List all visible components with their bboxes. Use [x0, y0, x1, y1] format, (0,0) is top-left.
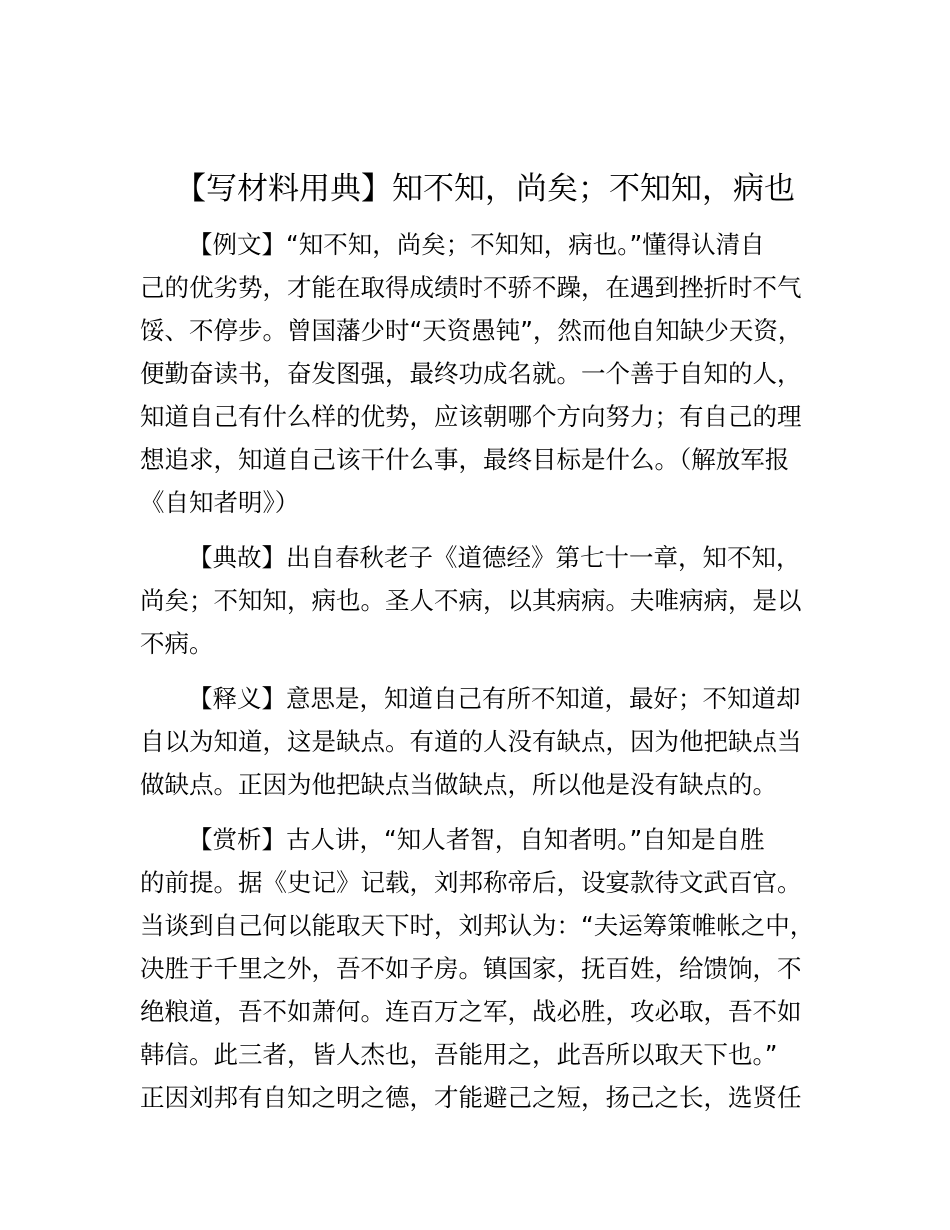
appreciation-line-7: 正因刘邦有自知之明之德，才能避己之短，扬己之长，选贤任 [140, 1083, 802, 1112]
example-line-6: 想追求，知道自己该干什么事，最终目标是什么。（解放军报 [140, 445, 790, 474]
example-line-4: 便勤奋读书，奋发图强，最终功成名就。一个善于自知的人， [140, 359, 802, 388]
meaning-line-3: 做缺点。正因为他把缺点当做缺点，所以他是没有缺点的。 [140, 770, 777, 799]
appreciation-line-1: 【赏析】古人讲，“知人者智，自知者明。”自知是自胜 [188, 825, 765, 854]
appreciation-line-3: 当谈到自己何以能取天下时，刘邦认为：“夫运筹策帷帐之中， [140, 911, 815, 940]
example-line-1: 【例文】“知不知，尚矣；不知知，病也。”懂得认清自 [188, 230, 765, 259]
allusion-line-3: 不病。 [140, 629, 214, 658]
appreciation-line-4: 决胜于千里之外，吾不如子房。镇国家，抚百姓，给馈饷，不 [140, 954, 802, 983]
appreciation-line-2: 的前提。据《史记》记载，刘邦称帝后，设宴款待文武百官。 [140, 868, 802, 897]
appreciation-line-5: 绝粮道，吾不如萧何。连百万之军，战必胜，攻必取，吾不如 [140, 997, 802, 1026]
meaning-line-1: 【释义】意思是，知道自己有所不知道，最好；不知道却 [188, 684, 801, 713]
appreciation-line-6: 韩信。此三者，皆人杰也，吾能用之，此吾所以取天下也。” [140, 1040, 778, 1069]
allusion-line-2: 尚矣；不知知，病也。圣人不病，以其病病。夫唯病病，是以 [140, 586, 802, 615]
example-line-5: 知道自己有什么样的优势，应该朝哪个方向努力；有自己的理 [140, 402, 802, 431]
example-line-7: 《自知者明》） [140, 488, 300, 517]
example-line-3: 馁、不停步。曾国藩少时“天资愚钝”，然而他自知缺少天资， [140, 316, 803, 345]
allusion-line-1: 【典故】出自春秋老子《道德经》第七十一章，知不知， [188, 543, 801, 572]
meaning-line-2: 自以为知道，这是缺点。有道的人没有缺点，因为他把缺点当 [140, 727, 802, 756]
document-title: 【写材料用典】知不知，尚矣；不知知，病也 [175, 171, 795, 207]
example-line-2: 己的优劣势，才能在取得成绩时不骄不躁，在遇到挫折时不气 [140, 273, 802, 302]
